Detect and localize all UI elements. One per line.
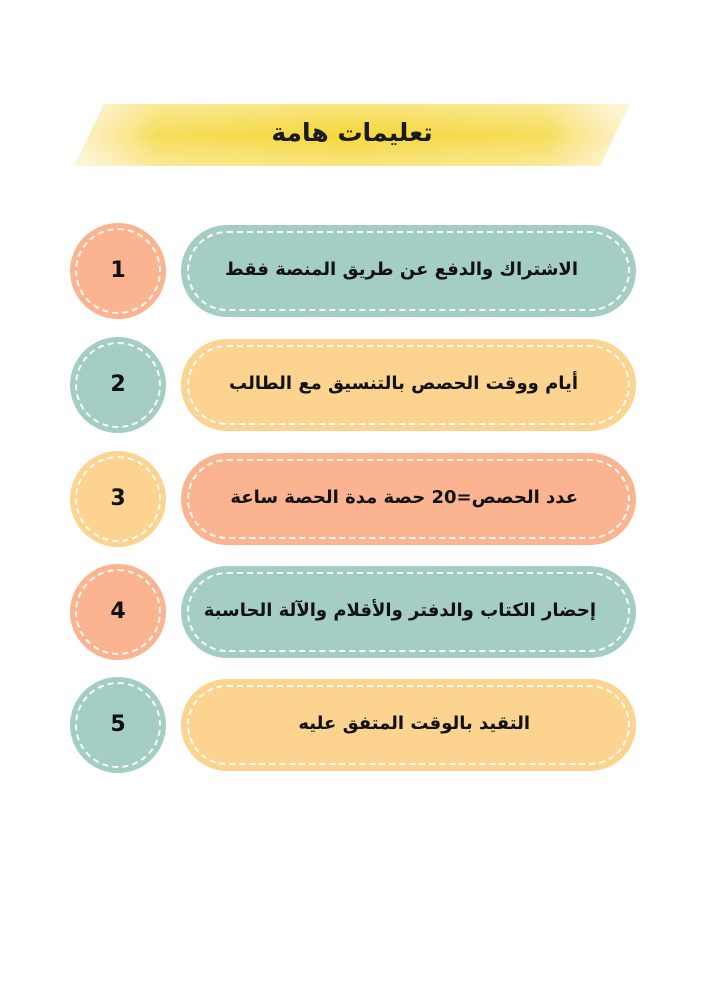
instruction-pill xyxy=(181,339,636,431)
instruction-pill xyxy=(181,566,636,658)
number-badge xyxy=(70,337,166,433)
number-label: 1 xyxy=(110,258,126,283)
number-badge xyxy=(70,223,166,319)
number-label: 2 xyxy=(110,372,126,397)
number-badge xyxy=(70,677,166,773)
number-label: 4 xyxy=(110,599,126,624)
number-badge xyxy=(70,564,166,660)
list-item xyxy=(0,451,707,549)
list-item xyxy=(0,337,707,435)
title-banner xyxy=(74,102,630,168)
instruction-text: الاشتراك والدفع عن طريق المنصة فقط xyxy=(224,259,578,280)
instruction-pill xyxy=(181,453,636,545)
instruction-pill xyxy=(181,225,636,317)
instruction-pill xyxy=(181,679,636,771)
list-item xyxy=(0,564,707,662)
instruction-text: إحضار الكتاب والدفتر والأقلام والآلة الحاسبة xyxy=(203,600,596,621)
instruction-text: عدد الحصص=20 حصة مدة الحصة ساعة xyxy=(230,487,578,508)
number-label: 5 xyxy=(110,712,126,737)
list-item xyxy=(0,677,707,775)
number-badge xyxy=(70,451,166,547)
number-label: 3 xyxy=(110,486,126,511)
instruction-text: أيام ووقت الحصص بالتنسيق مع الطالب xyxy=(229,373,578,394)
page-title: تعليمات هامة xyxy=(271,118,433,147)
list-item xyxy=(0,223,707,321)
instruction-text: التقيد بالوقت المتفق عليه xyxy=(298,713,530,734)
